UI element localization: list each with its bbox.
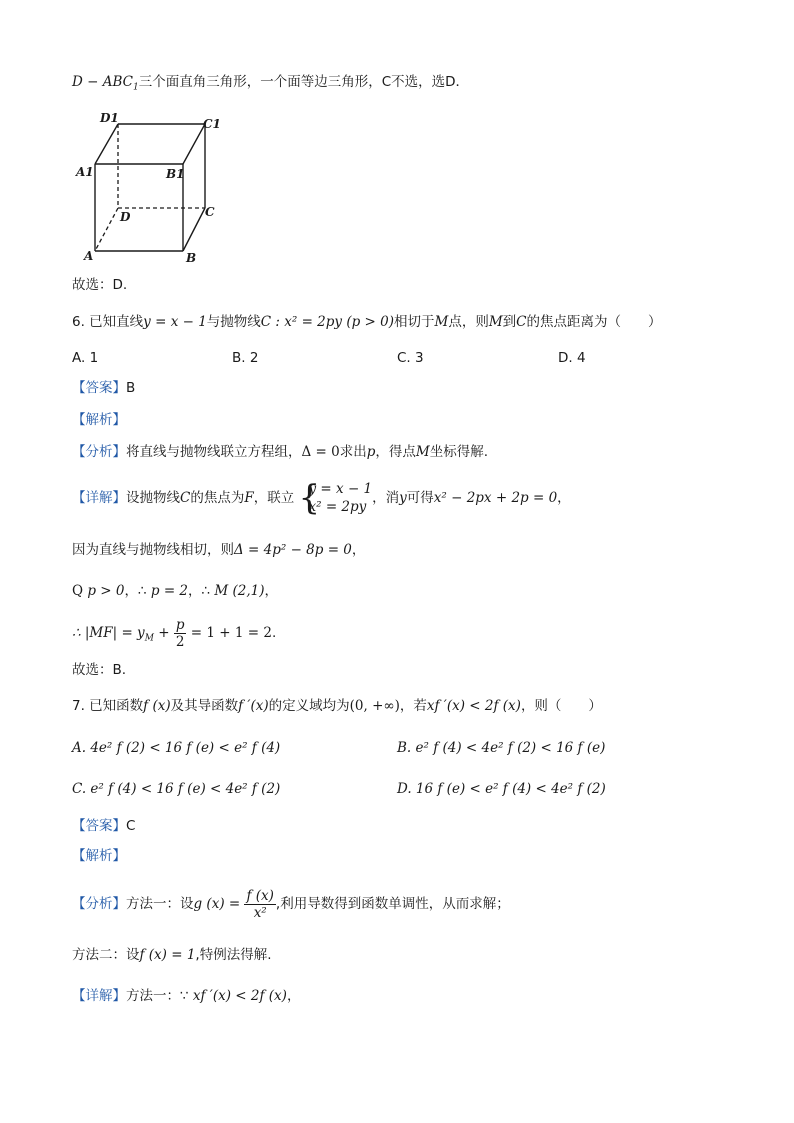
label-b: B: [186, 251, 197, 265]
fenxi-6: 【分析】将直线与抛物线联立方程组，Δ = 0求出p，得点M坐标得解.: [72, 444, 489, 460]
answer-6: 【答案】B: [72, 380, 136, 396]
q7-option-c: C. e² f (4) < 16 f (e) < 4e² f (2): [72, 781, 281, 797]
analysis-tag-7: 【解析】: [72, 848, 126, 864]
choose-line-2: 故选：B.: [72, 662, 127, 678]
solution-line-1: $D - ABC_1$三个面直角三角形，一个面等边三角形，C不选，选D．: [72, 74, 470, 93]
q6-option-d: D. 4: [558, 350, 586, 366]
edge-c1b1: [183, 124, 205, 164]
analysis-tag-6: 【解析】: [72, 412, 126, 428]
label-c1: C1: [203, 117, 221, 131]
p-over-2-fraction: $\frac{p}{2}$: [175, 616, 185, 650]
edge-da-hidden: [95, 208, 118, 251]
xiangjie-7: 【详解】方法一：∵ xf ′(x) < 2f (x)，: [72, 988, 301, 1004]
q6-option-c: C. 3: [397, 350, 424, 366]
label-a: A: [84, 249, 94, 263]
label-a1: A1: [76, 165, 94, 179]
tetrahedron-label: D − ABC: [72, 74, 133, 90]
cube-figure: [72, 108, 222, 268]
edge-cb: [183, 208, 205, 251]
label-d: D: [120, 210, 131, 224]
method-2-line: 方法二：设f (x) = 1,特例法得解.: [72, 947, 272, 963]
question-7-stem: 7. 已知函数f (x)及其导函数f ′(x)的定义域均为(0, +∞)，若xf ′(x) < 2f (x)，则（ ）: [72, 698, 602, 714]
label-c: C: [205, 205, 215, 219]
mf-distance-line: ∴ $|MF| = y_M$ + $\frac{p}{2}$ = 1 + 1 = 2.: [72, 616, 277, 650]
choose-line-1: 故选：D.: [72, 277, 128, 293]
label-d1: D1: [100, 111, 119, 125]
answer-tag: 【答案】: [72, 380, 126, 396]
xiangjie-6: 【详解】设抛物线C的焦点为F，联立 { y = x − 1 x² = 2py ，消y可得x² − 2px + 2p = 0，: [72, 478, 571, 518]
edge-a1d1: [95, 124, 118, 164]
q7-option-b: B. e² f (4) < 4e² f (2) < 16 f (e): [397, 740, 606, 756]
q7-option-d: D. 16 f (e) < e² f (4) < 4e² f (2): [397, 781, 606, 797]
q6-option-b: B. 2: [232, 350, 259, 366]
answer-7: 【答案】C: [72, 818, 136, 834]
question-6-stem: 6. 已知直线y = x − 1与抛物线C : x² = 2py (p > 0)相切于M点，则M到C的焦点距离为（ ）: [72, 314, 662, 330]
p-value-line: Q p > 0，∴ p = 2，∴ M (2,1)，: [72, 583, 279, 599]
label-b1: B1: [166, 167, 185, 181]
tangent-line: 因为直线与抛物线相切，则Δ = 4p² − 8p = 0，: [72, 542, 366, 558]
equation-system: { y = x − 1 x² = 2py: [298, 478, 373, 518]
fenxi-7: 【分析】方法一：设g (x) = $\frac{f (x)}{\text{x²}}$ ,利用导数得到函数单调性，从而求解；: [72, 887, 510, 921]
q7-option-a: A. 4e² f (2) < 16 f (e) < e² f (4): [72, 740, 281, 756]
q6-option-a: A. 1: [72, 350, 99, 366]
f-over-x2-fraction: $\frac{f (x)}{\text{x²}}$: [246, 887, 274, 921]
